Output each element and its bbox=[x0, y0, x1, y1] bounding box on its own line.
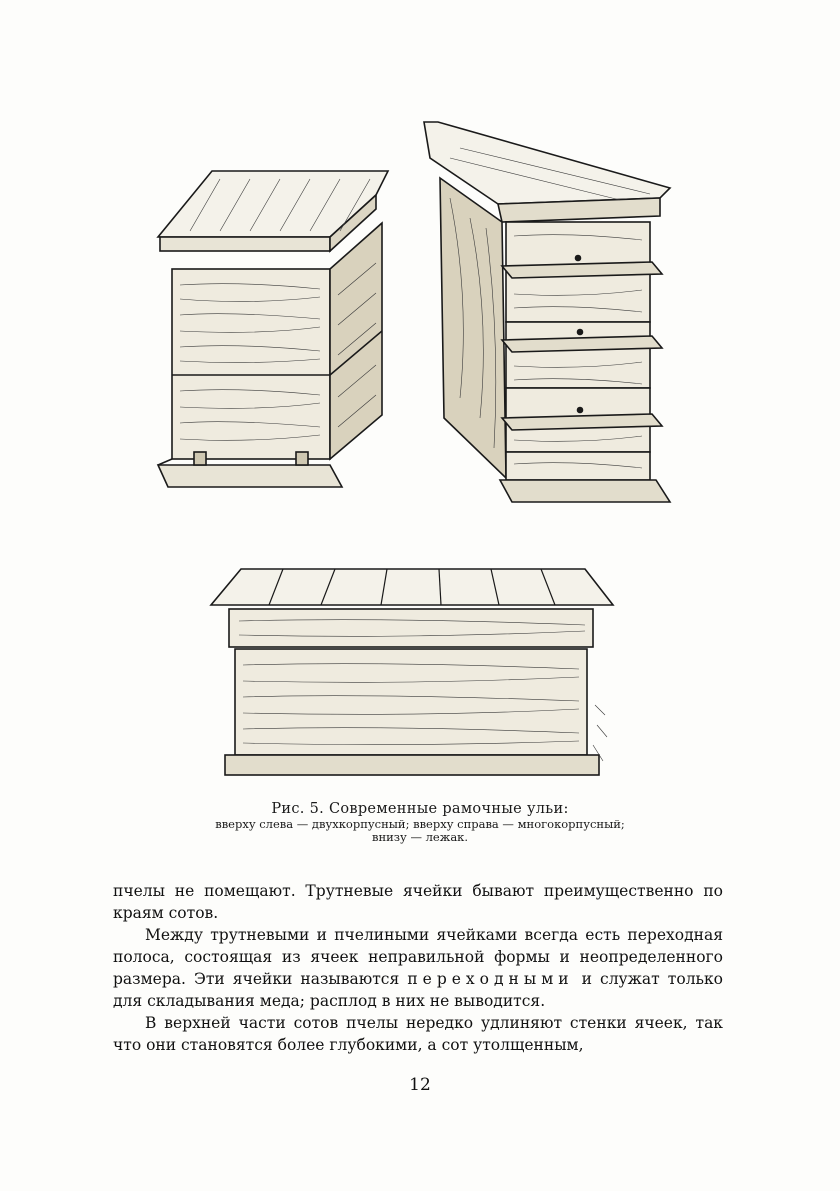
multi-body-hive-illustration bbox=[420, 118, 675, 508]
paragraph-3 bbox=[113, 1012, 723, 1056]
body-text bbox=[113, 880, 723, 1056]
horizontal-hive-illustration bbox=[205, 565, 615, 785]
page-number: 12 bbox=[409, 1075, 431, 1095]
figure-caption bbox=[150, 800, 690, 844]
figure-caption-line-1: вверху слева — двухкорпусный; вверху справа — многокорпусный; bbox=[215, 817, 625, 831]
paragraph-text: Между трутневыми и пчелиными ячейками всегда есть переходная полоса, состоящая из ячеек неправильной формы и неопределенного размера. Эти ячейки называются bbox=[113, 926, 723, 988]
paragraph-2 bbox=[113, 924, 723, 1012]
spaced-term: переходными bbox=[407, 970, 574, 988]
paragraph-1 bbox=[113, 880, 723, 924]
paragraph-text: и служат только для складывания меда; расплод в них не выводится. bbox=[113, 970, 724, 1010]
figure-title: Рис. 5. Современные рамочные ульи: bbox=[271, 801, 569, 817]
paragraph-text: пчелы не помещают. Трутневые ячейки бывают преимущественно по краям сотов. bbox=[113, 882, 723, 922]
figure-caption-line-2: внизу — лежак. bbox=[371, 830, 469, 844]
paragraph-text: В верхней части сотов пчелы нередко удлиняют стенки ячеек, так что они становятся более глубокими, а сот утолщенным, bbox=[113, 1014, 723, 1054]
two-body-hive-illustration bbox=[150, 165, 400, 505]
